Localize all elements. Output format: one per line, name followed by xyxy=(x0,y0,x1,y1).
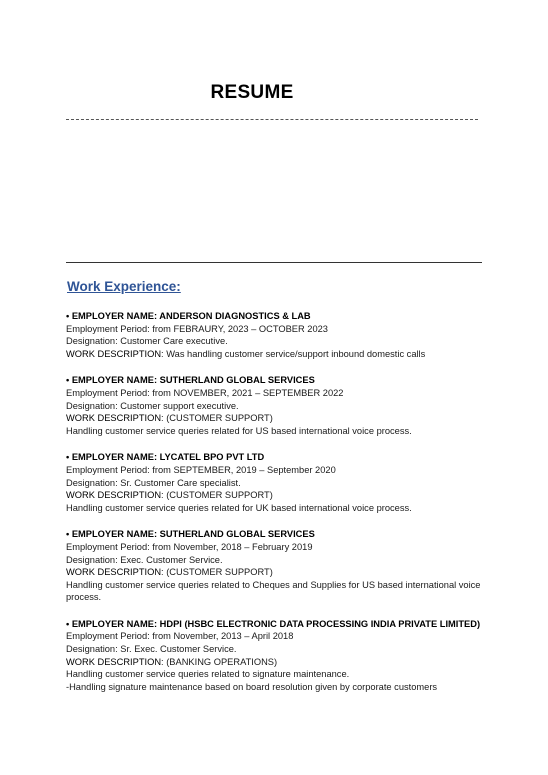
work-description xyxy=(66,348,486,361)
work-description-label: WORK DESCRIPTION xyxy=(66,567,162,578)
employment-period: Employment Period: from NOVEMBER, 2021 – SEPTEMBER 2022 xyxy=(66,387,344,398)
work-description-label: WORK DESCRIPTION xyxy=(66,348,162,359)
work-description-value: : (BANKING OPERATIONS) xyxy=(161,656,278,667)
dashed-divider xyxy=(66,119,478,120)
work-description xyxy=(66,656,486,669)
job-entry xyxy=(66,528,486,604)
designation: Designation: Sr. Exec. Customer Service. xyxy=(66,644,237,655)
job-detail: Handling customer service queries related for US based international voice process. xyxy=(66,425,412,436)
employment-period: Employment Period: from November, 2013 – April 2018 xyxy=(66,631,294,642)
job-entry xyxy=(66,374,486,437)
work-experience-list xyxy=(66,310,486,707)
job-detail: Handling customer service queries related for UK based international voice process. xyxy=(66,502,412,513)
work-description-value: : (CUSTOMER SUPPORT) xyxy=(161,413,273,424)
work-description xyxy=(66,489,486,502)
designation: Designation: Exec. Customer Service. xyxy=(66,554,223,565)
designation: Designation: Sr. Customer Care specialist. xyxy=(66,477,241,488)
employer-name: • EMPLOYER NAME: SUTHERLAND GLOBAL SERVICES xyxy=(66,529,315,540)
employer-name: • EMPLOYER NAME: SUTHERLAND GLOBAL SERVICES xyxy=(66,375,315,386)
solid-divider xyxy=(66,262,482,263)
work-description-label: WORK DESCRIPTION xyxy=(66,490,162,501)
employment-period: Employment Period: from FEBRAURY, 2023 – OCTOBER 2023 xyxy=(66,323,328,334)
designation: Designation: Customer Care executive. xyxy=(66,336,228,347)
employer-name: • EMPLOYER NAME: HDPI (HSBC ELECTRONIC DATA PROCESSING INDIA PRIVATE LIMITED) xyxy=(66,618,481,629)
work-description-value: : (CUSTOMER SUPPORT) xyxy=(161,490,273,501)
employment-period: Employment Period: from November, 2018 – February 2019 xyxy=(66,541,313,552)
work-description xyxy=(66,566,486,579)
designation: Designation: Customer support executive. xyxy=(66,400,239,411)
work-description-value: : Was handling customer service/support inbound domestic calls xyxy=(161,348,426,359)
work-description xyxy=(66,412,486,425)
work-experience-heading: Work Experience: xyxy=(67,279,181,294)
employment-period: Employment Period: from SEPTEMBER, 2019 – September 2020 xyxy=(66,464,336,475)
job-detail: Handling customer service queries related to signature maintenance. xyxy=(66,669,350,680)
job-entry xyxy=(66,618,486,694)
document-title: RESUME xyxy=(210,82,294,103)
work-description-label: WORK DESCRIPTION xyxy=(66,413,162,424)
job-entry xyxy=(66,310,486,360)
work-description-label: WORK DESCRIPTION xyxy=(66,656,162,667)
job-detail: Handling customer service queries related to Cheques and Supplies for US based international voice process. xyxy=(66,579,484,603)
job-entry xyxy=(66,451,486,514)
job-detail: -Handling signature maintenance based on board resolution given by corporate customers xyxy=(66,681,438,692)
employer-name: • EMPLOYER NAME: ANDERSON DIAGNOSTICS & LAB xyxy=(66,311,311,321)
work-description-value: : (CUSTOMER SUPPORT) xyxy=(161,567,273,578)
employer-name: • EMPLOYER NAME: LYCATEL BPO PVT LTD xyxy=(66,452,265,463)
